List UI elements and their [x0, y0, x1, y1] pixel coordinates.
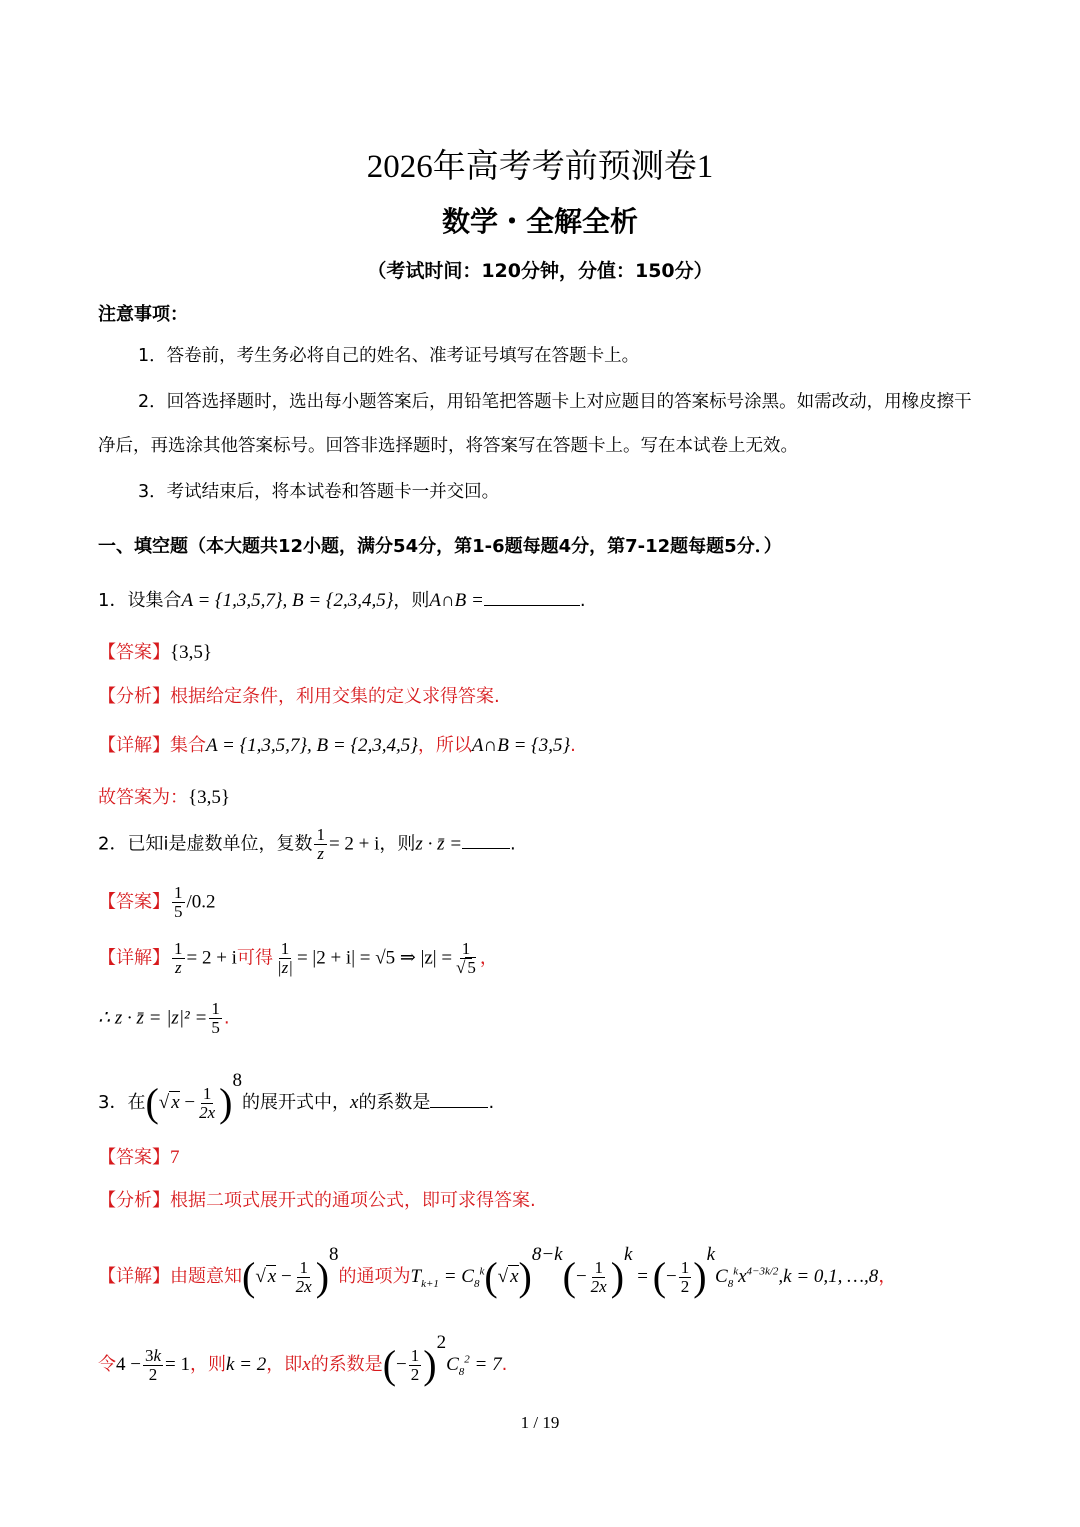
- q2-detail-mid: 可得: [236, 947, 273, 969]
- q3-line2-a: 令: [98, 1354, 116, 1375]
- page-number: 1 / 19: [520, 1413, 560, 1432]
- q3-analysis-text: 根据二项式展开式的通项公式，即可求得答案.: [170, 1190, 536, 1211]
- q2-therefore-expr: ∴ z · z̄ = |z|² =: [98, 1007, 208, 1029]
- question-1: 1．设集合A = {1,3,5,7}, B = {2,3,4,5}，则A∩B = .: [98, 590, 586, 611]
- fraction-one-over-abs-z: $\frac{1}{|z|}$: [276, 939, 293, 977]
- question-2: 2．已知i是虚数单位，复数 $\frac{1}{z}$ = 2 + i，则z · z̄ = .: [98, 825, 516, 863]
- q1-conclusion: [98, 785, 982, 812]
- answer-blank: [484, 605, 580, 606]
- note-item-2: 2．回答选择题时，选出每小题答案后，用铅笔把答题卡上对应题目的答案标号涂黑。如需改动，用橡皮擦干净后，再选涂其他答案标号。回答非选择题时，将答案写在答题卡上。写在本试卷上无效。: [98, 392, 972, 456]
- q2-prefix: 2．已知i是虚数单位，复数: [98, 833, 313, 855]
- analysis-tag: 【分析】: [98, 686, 170, 707]
- q3-line2: 令4 − $\frac{3k}{2}$ = 1，则k = 2，即x的系数是(− $\frac{1}{2}$ )$^2C_8^2 = 7$.: [98, 1332, 508, 1387]
- q3-detail: 【详解】由题意知(√ x − $\frac{1}{2x}$ )$^8$的通项为$T_{k+1} = C_8^k(√$ x)$^{8-k}$(− $\frac{1}{2x}$ )$^k$ = (− $\frac{1}{2}$ )$^kC_8^kx^{4-3k/2},k = 0,1$, …,8，: [98, 1244, 897, 1299]
- q1-mid: ，则: [393, 590, 430, 611]
- q1-answer-value: {3,5}: [170, 642, 212, 663]
- q2-answer-alt: /0.2: [186, 891, 216, 913]
- note-item-3: 3．考试结束后，将本试卷和答题卡一并交回。: [138, 482, 500, 502]
- q3-detail-range: k = 0,1, …,8: [783, 1266, 879, 1287]
- q1-expr: A∩B =: [429, 590, 484, 611]
- q1-detail-a: 集合: [170, 735, 206, 756]
- q2-detail: 【详解】 $\frac{1}{z}$ = 2 + i可得 $\frac{1}{|z|}$ = |2 + i| = √5 ⇒ |z| = $\frac{1}{√ 5}$ ，: [98, 939, 498, 977]
- q1-sets: A = {1,3,5,7}, B = {2,3,4,5}: [181, 590, 394, 611]
- answer-tag: 【答案】: [98, 891, 170, 913]
- fraction-one-half: $\frac{1}{2}$: [410, 1345, 420, 1384]
- q2-answer: [98, 884, 982, 921]
- notes-title: 注意事项：: [98, 304, 188, 325]
- fraction-one-fifth: $\frac{1}{5}$: [174, 883, 183, 921]
- q3-prefix: 3．在: [98, 1092, 146, 1113]
- q1-conclusion-text: 故答案为：: [98, 787, 188, 808]
- answer-tag: 【答案】: [98, 642, 170, 663]
- fraction-one-over-sqrt5: $\frac{1}{√ 5}$: [456, 939, 476, 977]
- q1-detail-sets: A = {1,3,5,7}, B = {2,3,4,5}: [206, 735, 418, 756]
- fraction-one-over-2x: $\frac{1}{2x}$: [199, 1083, 216, 1122]
- fraction-one-over-2x: $\frac{1}{2x}$: [295, 1257, 312, 1296]
- fraction-one-fifth: $\frac{1}{5}$: [211, 999, 220, 1037]
- q3-line2-d: 的系数是: [310, 1354, 383, 1375]
- q1-detail-expr: A∩B = {3,5}: [471, 735, 571, 756]
- q3-suffix: 的系数是: [358, 1092, 431, 1113]
- q3-answer: [98, 1145, 982, 1172]
- q3-line2-b: ，则: [189, 1354, 226, 1375]
- q3-mid: 的展开式中，: [242, 1092, 350, 1113]
- q1-analysis: [98, 684, 982, 709]
- q3-detail-b: 的通项为: [338, 1266, 411, 1287]
- q2-therefore: ∴ z · z̄ = |z|² = $\frac{1}{5}$ .: [98, 999, 230, 1037]
- q3-line2-k: k = 2: [225, 1354, 267, 1375]
- q3-answer-value: 7: [170, 1147, 180, 1168]
- note-item-1: 1．答卷前，考生务必将自己的姓名、准考证号填写在答题卡上。: [138, 346, 640, 366]
- analysis-tag: 【分析】: [98, 1190, 170, 1211]
- fraction-3k-over-2: $\frac{3k}{2}$: [144, 1345, 162, 1384]
- answer-blank: [430, 1107, 488, 1108]
- fraction-one-over-z: $\frac{1}{z}$: [174, 939, 183, 977]
- q1-prefix: 1．设集合: [98, 590, 182, 611]
- page-title: 2026年高考考前预测卷1: [366, 149, 714, 185]
- q3-analysis: [98, 1188, 982, 1213]
- section-title: 一、填空题（本大题共12小题，满分54分，第1-6题每题4分，第7-12题每题5分．）: [98, 536, 782, 557]
- fraction-one-half: $\frac{1}{2}$: [680, 1257, 690, 1296]
- q2-expr: z · z̄ =: [415, 833, 463, 855]
- answer-tag: 【答案】: [98, 1147, 170, 1168]
- q1-conclusion-value: {3,5}: [188, 787, 230, 808]
- question-3: 3．在(√ x − $\frac{1}{2x}$ )$^8$的展开式中，x的系数是 .: [98, 1070, 495, 1125]
- q1-detail: 【详解】集合A = {1,3,5,7}, B = {2,3,4,5}，所以A∩B = {3,5}.: [98, 735, 576, 756]
- answer-blank: [462, 848, 510, 849]
- q3-line2-var: x: [302, 1354, 311, 1375]
- q2-mid: ，则: [379, 833, 416, 855]
- page-subtitle: 数学・全解全析: [441, 205, 638, 238]
- q3-var: x: [350, 1092, 359, 1113]
- q1-answer: [98, 640, 982, 667]
- q3-detail-a: 由题意知: [170, 1266, 242, 1287]
- detail-tag: 【详解】: [98, 1266, 170, 1287]
- q2-detail-chain: = |2 + i| = √5 ⇒ |z| =: [296, 947, 453, 969]
- q3-line2-c: ，即: [266, 1354, 303, 1375]
- detail-tag: 【详解】: [98, 735, 170, 756]
- fraction-one-over-z: $\frac{1}{z}$: [316, 825, 325, 863]
- detail-tag: 【详解】: [98, 947, 170, 969]
- exam-info: （考试时间：120分钟，分值：150分）: [367, 260, 713, 282]
- q1-detail-b: ，所以: [417, 735, 472, 756]
- q1-analysis-text: 根据给定条件，利用交集的定义求得答案.: [170, 686, 500, 707]
- fraction-one-over-2x: $\frac{1}{2x}$: [590, 1257, 607, 1296]
